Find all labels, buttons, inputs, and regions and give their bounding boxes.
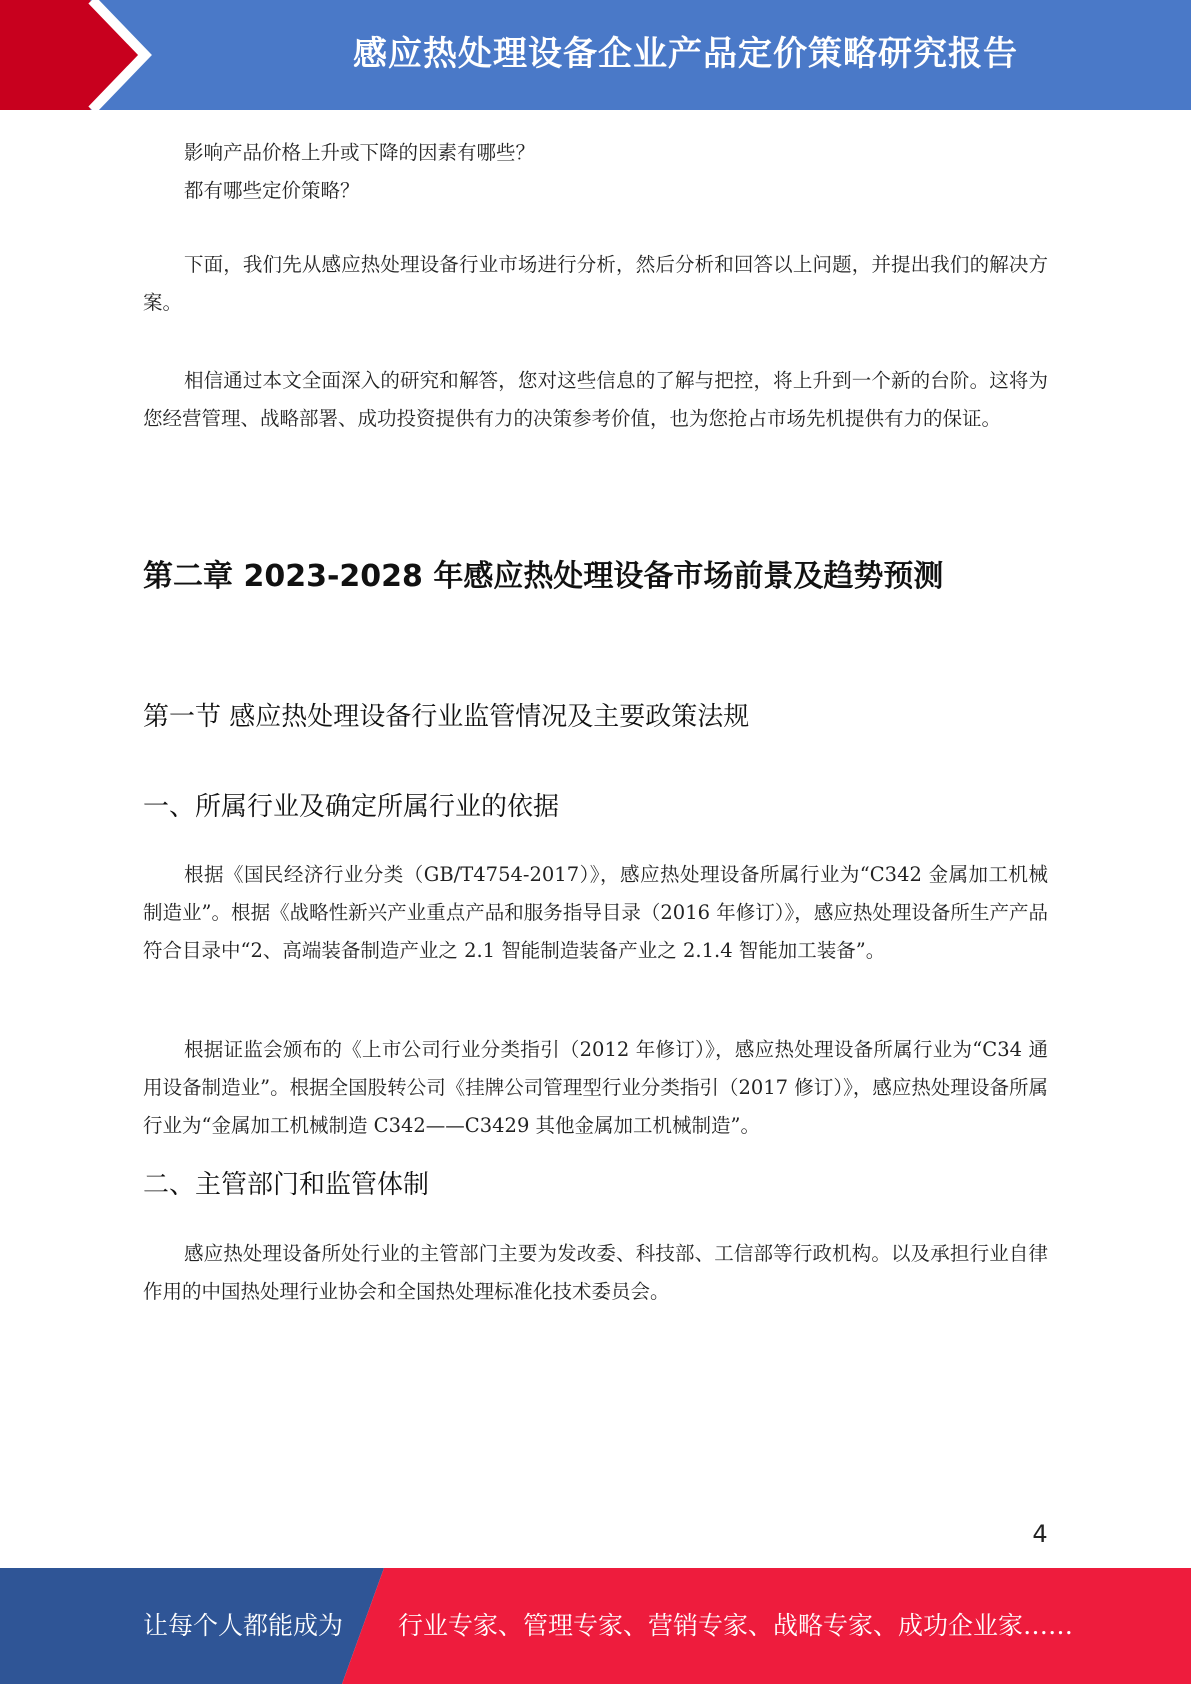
page-number: 4 xyxy=(1032,1520,1048,1548)
header-arrow-decoration xyxy=(0,0,200,110)
subsection-title-2: 二、主管部门和监管体制 xyxy=(143,1170,430,1200)
question-1: 影响产品价格上升或下降的因素有哪些？ xyxy=(184,141,536,164)
intro-paragraph-1: 下面，我们先从感应热处理设备行业市场进行分析，然后分析和回答以上问题，并提出我们的解决方案。 xyxy=(143,253,1048,314)
subsection-1-paragraph-2: 根据证监会颁布的《上市公司行业分类指引（2012 年修订）》，感应热处理设备所属行业为“C34 通用设备制造业”。根据全国股转公司《挂牌公司管理型行业分类指引（2017 修订）》，感应热处理设备所属行业为“金属加工机械制造 C342——C3429 其他金属加工机械制造”。 xyxy=(143,1038,1048,1137)
subsection-title-1: 一、所属行业及确定所属行业的依据 xyxy=(143,792,560,822)
subsection-2-paragraph-1: 感应热处理设备所处行业的主管部门主要为发改委、科技部、工信部等行政机构。以及承担行业自律作用的中国热处理行业协会和全国热处理标准化技术委员会。 xyxy=(143,1242,1048,1303)
footer-slogan-left: 让每个人都能成为 xyxy=(143,1611,344,1640)
header-title: 感应热处理设备企业产品定价策略研究报告 xyxy=(353,34,1018,74)
header-red-block xyxy=(0,0,140,110)
page-header xyxy=(0,0,1191,110)
footer-slogan-right: 行业专家、管理专家、营销专家、战略专家、成功企业家…… xyxy=(398,1611,1074,1640)
subsection-1-paragraph-1: 根据《国民经济行业分类（GB/T4754-2017）》，感应热处理设备所属行业为“C342 金属加工机械制造业”。根据《战略性新兴产业重点产品和服务指导目录（2016 年修订）》，感应热处理设备所生产产品符合目录中“2、高端装备制造产业之 2.1 智能制造装备产业之 2.1.4 智能加工装备”。 xyxy=(143,863,1048,962)
question-2: 都有哪些定价策略？ xyxy=(184,179,360,202)
page-footer xyxy=(0,1568,1191,1684)
section-title: 第一节 感应热处理设备行业监管情况及主要政策法规 xyxy=(143,702,750,732)
intro-paragraph-2: 相信通过本文全面深入的研究和解答，您对这些信息的了解与把控，将上升到一个新的台阶。这将为您经营管理、战略部署、成功投资提供有力的决策参考价值，也为您抢占市场先机提供有力的保证。 xyxy=(143,369,1048,430)
chapter-title: 第二章 2023-2028 年感应热处理设备市场前景及趋势预测 xyxy=(143,559,944,594)
